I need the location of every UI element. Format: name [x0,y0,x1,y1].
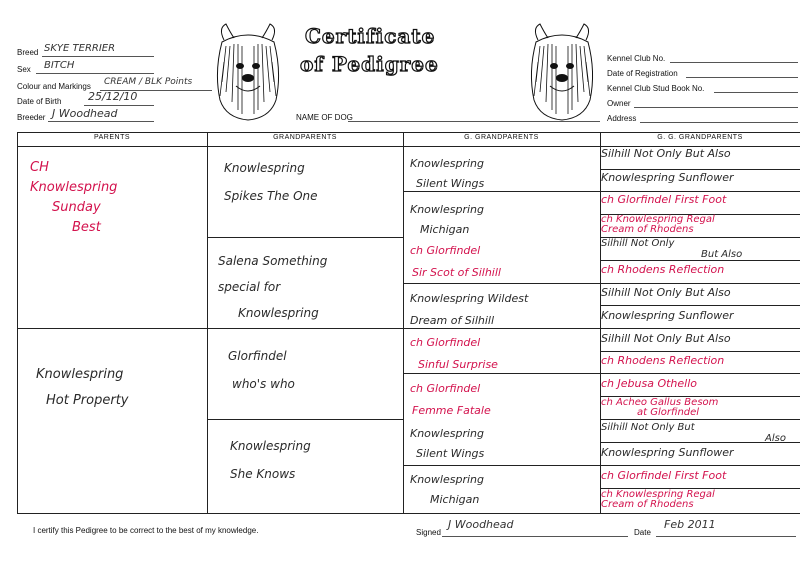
skye-terrier-left-illustration [212,22,284,122]
gg-grandparent-15 [601,470,726,482]
dob-value: 25/12/10 [88,90,138,103]
sex-label: Sex [17,65,31,74]
g-grandparent-line: Knowlespring [410,203,484,216]
gg-grandparent-12 [601,398,718,418]
sire-line: Sunday [52,200,101,215]
grandparent-1 [224,154,318,210]
gg-grandparent-line: ch Jebusa Othello [601,377,698,390]
gg-grandparent-line: ch Knowlespring Regal [601,489,715,500]
gg-grandparent-11 [601,378,697,390]
g-grandparent-4 [410,288,528,332]
signed-value: J Woodhead [448,518,514,531]
grandparent-line: special for [218,280,281,294]
g-grandparent-7 [410,424,484,464]
gg-grandparent-line: Silhill Not Only But [601,422,695,433]
date-value: Feb 2011 [664,518,716,531]
colour-label: Colour and Markings [17,82,91,91]
grandparent-line: Knowlespring [230,439,311,453]
g-grandparent-line: ch Glorfindel [410,244,481,257]
gg-grandparent-line: at Glorfindel [637,407,700,418]
gg-grandparent-2 [601,172,734,184]
colour-value: CREAM / BLK Points [104,77,193,87]
gg-grandparent-line: Knowlespring Sunflower [601,309,734,322]
gg-grandparent-line: Silhill Not Only [601,238,675,249]
skye-terrier-right-illustration [526,22,598,122]
grandparent-line: who's who [232,377,295,391]
g-grandparent-line: Dream of Silhill [410,314,495,327]
g-grandparent-6 [410,378,491,422]
parent-dam [36,362,128,414]
grandparent-2 [218,248,327,326]
name-of-dog-label: NAME OF DOG [296,113,353,122]
g-grandparent-1 [410,154,484,194]
gg-grandparent-line: ch Rhodens Reflection [601,354,725,367]
parent-sire [30,158,117,238]
gg-grandparent-14 [601,447,734,459]
dam-line: Knowlespring [36,367,124,382]
gg-grandparent-line: But Also [701,249,743,260]
g-grandparent-2 [410,200,484,240]
sire-line: CH [30,160,49,175]
g-grandparent-line: Femme Fatale [412,404,491,417]
gg-grandparent-3 [601,194,726,206]
gg-grandparent-line: Cream of Rhodens [601,224,694,235]
address-label: Address [607,114,637,123]
gg-grandparent-1 [601,148,731,160]
dam-line: Hot Property [46,393,129,408]
title-line2: of Pedigree [300,52,439,76]
grandparent-line: Spikes The One [224,189,318,203]
g-grandparent-line: Sir Scot of Silhill [412,266,501,279]
g-grandparent-line: Knowlespring [410,427,484,440]
breeder-label: Breeder [17,113,46,122]
gg-grandparent-line: ch Glorfindel First Foot [601,193,727,206]
grandparent-line: Knowlespring [224,161,305,175]
gg-grandparent-16 [601,490,715,510]
g-grandparent-5 [410,332,498,376]
reg-date-label: Date of Registration [607,69,678,78]
g-grandparent-8 [410,470,484,510]
g-grandparent-line: Knowlespring Wildest [410,292,529,305]
g-grandparent-line: Knowlespring [410,473,484,486]
g-grandparent-3 [410,240,501,284]
stud-book-label: Kennel Club Stud Book No. [607,84,705,93]
gg-grandparent-line: ch Acheo Gallus Besom [601,397,719,408]
gg-grandparent-line: ch Glorfindel First Foot [601,469,727,482]
gg-grandparent-9 [601,333,731,345]
g-grandparent-line: Silent Wings [416,447,485,460]
g-grandparent-line: ch Glorfindel [410,336,481,349]
g-grandparent-line: Silent Wings [416,177,485,190]
grandparent-4 [230,432,311,488]
title-line1: Certificate [305,24,436,48]
signed-label: Signed [416,528,441,537]
gg-grandparent-line: Silhill Not Only But Also [601,147,731,160]
gg-grandparent-line: ch Rhodens Reflection [601,263,725,276]
gg-grandparent-6 [601,264,724,276]
gg-grandparent-10 [601,355,724,367]
date-label: Date [634,528,651,537]
grandparent-line: Salena Something [218,254,328,268]
breed-label: Breed [17,48,39,57]
g-grandparent-line: ch Glorfindel [410,382,481,395]
g-grandparent-line: Sinful Surprise [418,358,498,371]
sire-line: Best [72,220,101,235]
gg-grandparent-4 [601,215,715,235]
dob-label: Date of Birth [17,97,62,106]
gg-grandparent-8 [601,310,734,322]
grandparent-3 [228,342,295,398]
g-grandparent-line: Michigan [430,493,480,506]
gg-grandparent-line: Also [765,433,786,444]
gg-grandparent-5 [601,238,742,260]
g-grandparent-line: Michigan [420,223,470,236]
g-grandparent-line: Knowlespring [410,157,484,170]
gg-grandparent-line: Cream of Rhodens [601,499,694,510]
breed-value: SKYE TERRIER [44,43,116,54]
kc-no-label: Kennel Club No. [607,54,666,63]
owner-label: Owner [607,99,631,108]
gg-grandparent-line: Silhill Not Only But Also [601,332,731,345]
sex-value: BITCH [44,60,75,71]
sire-line: Knowlespring [30,180,118,195]
col-header-grandparents: GRANDPARENTS [273,134,337,141]
col-header-gg-grandparents: G. G. GRANDPARENTS [657,134,743,141]
grandparent-line: Knowlespring [238,306,319,320]
certify-text: I certify this Pedigree to be correct to the best of my knowledge. [33,526,259,535]
gg-grandparent-line: ch Knowlespring Regal [601,214,715,225]
grandparent-line: Glorfindel [228,349,287,363]
gg-grandparent-13 [601,422,786,444]
col-header-g-grandparents: G. GRANDPARENTS [464,134,539,141]
grandparent-line: She Knows [230,467,296,481]
gg-grandparent-line: Silhill Not Only But Also [601,286,731,299]
gg-grandparent-7 [601,287,731,299]
col-header-parents: PARENTS [93,134,131,141]
gg-grandparent-line: Knowlespring Sunflower [601,171,734,184]
breeder-value: J Woodhead [52,107,118,120]
gg-grandparent-line: Knowlespring Sunflower [601,446,734,459]
